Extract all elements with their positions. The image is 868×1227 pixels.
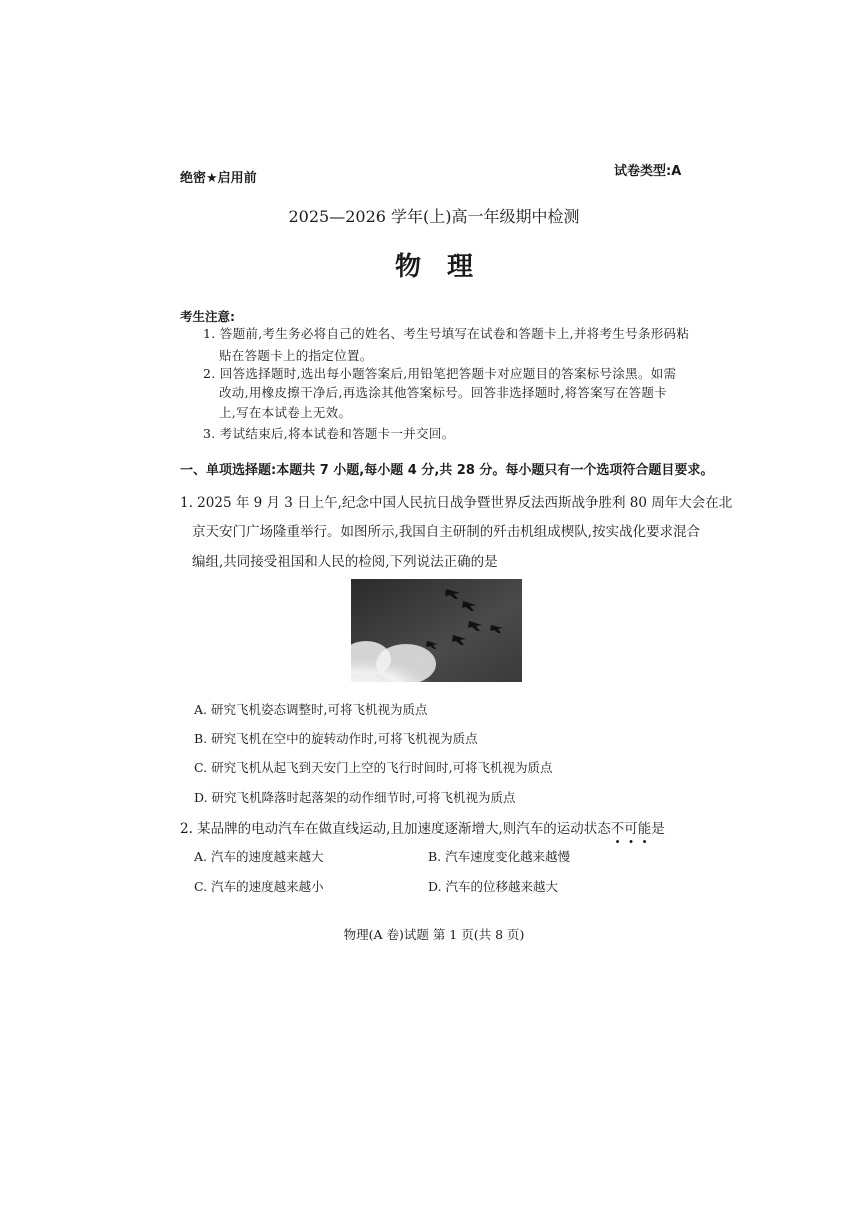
confidential-label: 绝密★启用前 (180, 171, 257, 186)
question-2-option-d: D. 汽车的位移越来越大 (428, 879, 559, 894)
page-footer: 物理(A 卷)试题 第 1 页(共 8 页) (343, 927, 525, 942)
notice-item: 3. 考试结束后,将本试卷和答题卡一并交回。 (203, 426, 455, 441)
notice-item: 2. 回答选择题时,选出每小题答案后,用铅笔把答题卡对应题目的答案标号涂黑。如需 (203, 366, 677, 381)
jet-formation-photo (351, 579, 522, 682)
question-2-option-a: A. 汽车的速度越来越大 (194, 849, 324, 864)
question-1-option-c: C. 研究飞机从起飞到天安门上空的飞行时间时,可将飞机视为质点 (194, 760, 553, 775)
emphasis-char: 可 (624, 821, 638, 837)
question-2-option-c: C. 汽车的速度越来越小 (194, 879, 324, 894)
question-2-stem-prefix: 2. 某品牌的电动汽车在做直线运动,且加速度逐渐增大,则汽车的运动状态 (180, 821, 611, 837)
question-2-stem-suffix: 是 (651, 821, 665, 837)
question-2-stem (180, 817, 665, 837)
question-1-line: 编组,共同接受祖国和人民的检阅,下列说法正确的是 (192, 554, 498, 570)
notice-item: 贴在答题卡上的指定位置。 (219, 348, 373, 363)
exam-title: 2025—2026 学年(上)高一年级期中检测 (288, 207, 580, 226)
question-1-line: 1. 2025 年 9 月 3 日上午,纪念中国人民抗日战争暨世界反法西斯战争胜利 80 周年大会在北 (180, 495, 733, 511)
emphasis-char: 能 (637, 821, 652, 837)
notice-heading: 考生注意: (180, 309, 235, 324)
notice-item: 上,写在本试卷上无效。 (219, 405, 352, 420)
question-1-option-a: A. 研究飞机姿态调整时,可将飞机视为质点 (194, 702, 428, 717)
emphasis-char: 不 (610, 821, 625, 837)
section-heading: 一、单项选择题:本题共 7 小题,每小题 4 分,共 28 分。每小题只有一个选项符合题目要求。 (180, 463, 714, 478)
notice-item: 1. 答题前,考生务必将自己的姓名、考生号填写在试卷和答题卡上,并将考生号条形码粘 (203, 326, 690, 341)
subject-title: 物理 (394, 252, 499, 282)
question-2-option-b: B. 汽车速度变化越来越慢 (428, 849, 571, 864)
question-1-line: 京天安门广场隆重举行。如图所示,我国自主研制的歼击机组成楔队,按实战化要求混合 (192, 524, 701, 540)
paper-type-label: 试卷类型:A (614, 164, 682, 179)
question-1-option-b: B. 研究飞机在空中的旋转动作时,可将飞机视为质点 (194, 731, 478, 746)
notice-item: 改动,用橡皮擦干净后,再选涂其他答案标号。回答非选择题时,将答案写在答题卡 (219, 385, 668, 400)
question-1-option-d: D. 研究飞机降落时起落架的动作细节时,可将飞机视为质点 (194, 790, 516, 805)
